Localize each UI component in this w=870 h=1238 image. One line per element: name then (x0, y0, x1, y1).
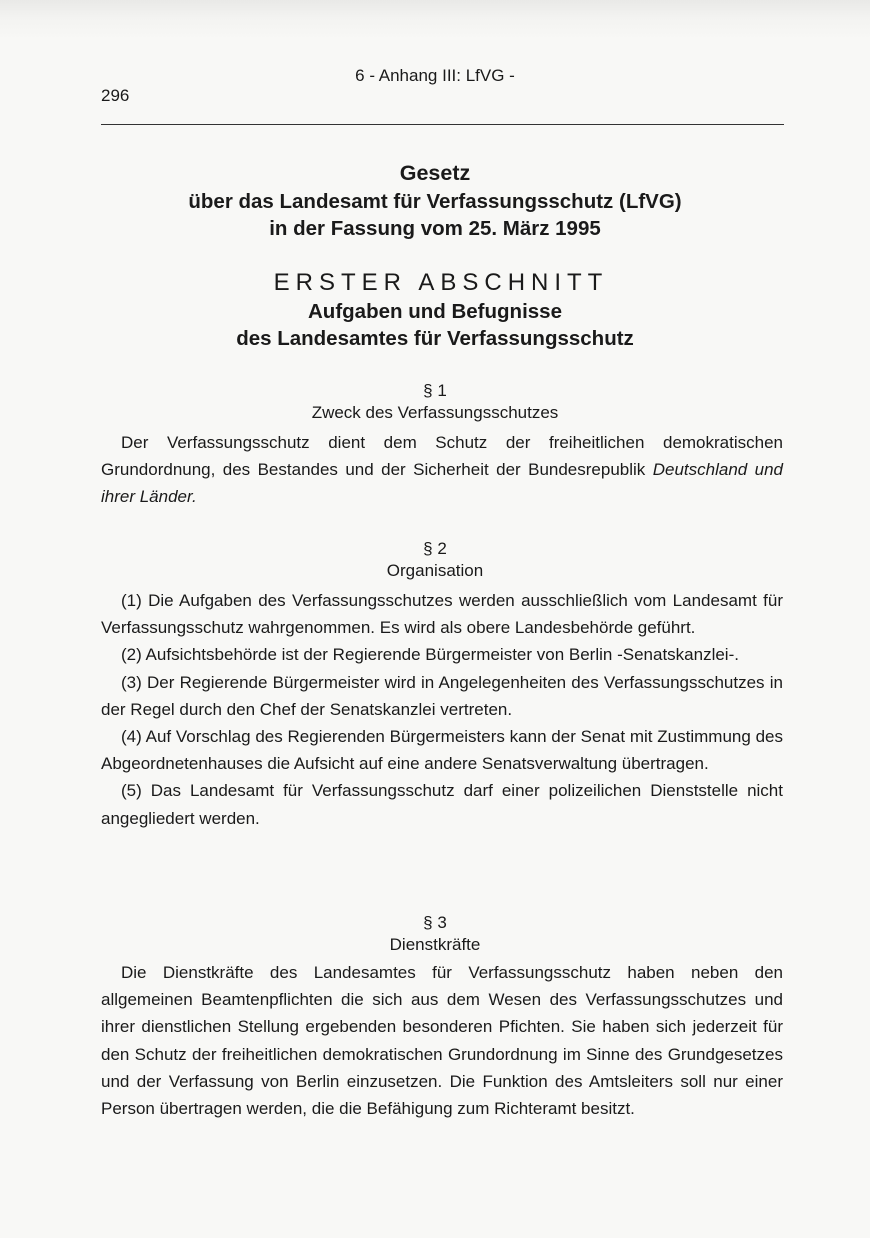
paragraph-1-heading (0, 380, 870, 424)
law-title (0, 158, 870, 242)
paragraph-1-title: Zweck des Verfassungsschutzes (311, 403, 559, 422)
paragraph-3-body (101, 959, 783, 1122)
paragraph-1-body (101, 429, 783, 511)
paragraph-2-item-3: (3) Der Regierende Bürgermeister wird in Angelegenheiten des Verfassungsschutzes in der Regel durch den Chef der Senatskanzlei vertreten. (101, 672, 783, 719)
paragraph-3-number: § 3 (423, 913, 447, 932)
section-subtitle-1: Aufgaben und Befugnisse (308, 300, 562, 323)
paragraph-1-text: Der Verfassungsschutz dient dem Schutz der freiheitlichen demokratischen Grundordnung, des Bestandes und der Sicherheit der Bundesrepublik Deutschland und ihrer Länder. (101, 433, 784, 507)
paragraph-2-item-4: (4) Auf Vorschlag des Regierenden Bürgermeisters kann der Senat mit Zustimmung des Abgeordnetenhauses die Aufsicht auf eine andere Senatsverwaltung übertragen. (101, 727, 783, 774)
paragraph-2-heading (0, 538, 870, 582)
paragraph-3-heading (0, 912, 870, 956)
paragraph-2-number: § 2 (423, 539, 447, 558)
paragraph-2-title: Organisation (386, 561, 484, 580)
title-line-2: über das Landesamt für Verfassungsschutz (LfVG) (188, 190, 682, 213)
paragraph-3-title: Dienstkräfte (389, 935, 481, 954)
paragraph-2-item-5: (5) Das Landesamt für Verfassungsschutz darf einer polizeilichen Dienststelle nicht angegliedert werden. (101, 781, 783, 828)
section-label: ERSTER ABSCHNITT (273, 269, 609, 296)
paragraph-2-item-1: (1) Die Aufgaben des Verfassungsschutzes werden ausschließlich vom Landesamt für Verfassungsschutz wahrgenommen. Es wird als obere Landesbehörde geführt. (101, 591, 783, 638)
paragraph-2-body (101, 587, 783, 832)
paragraph-1-number: § 1 (423, 381, 447, 400)
paragraph-2-item-2: (2) Aufsichtsbehörde ist der Regierende Bürgermeister von Berlin -Senatskanzlei-. (121, 645, 739, 665)
page-number: 296 (101, 86, 130, 105)
title-line-3: in der Fassung vom 25. März 1995 (269, 217, 601, 240)
paragraph-3-text: Die Dienstkräfte des Landesamtes für Verfassungsschutz haben neben den allgemeinen Beamtenpflichten die sich aus dem Wesen des Verfassungsschutzes und ihrer dienstlichen Stellung ergebenden besonderen Pfichten. Sie haben sich jederzeit für den Schutz der freiheitlichen demokratischen Grundordnung im Sinne des Grundgesetzes und der Verfassung von Berlin einzusetzen. Die Funktion des Amtsleiters soll nur einer Person übertragen werden, die die Befähigung zum Richteramt besitzt. (101, 963, 783, 1119)
section-heading (0, 268, 870, 352)
running-header: 6 - Anhang III: LfVG - (355, 66, 515, 85)
section-subtitle-2: des Landesamtes für Verfassungsschutz (236, 327, 634, 350)
title-line-1: Gesetz (399, 161, 471, 185)
header-rule (101, 124, 784, 125)
